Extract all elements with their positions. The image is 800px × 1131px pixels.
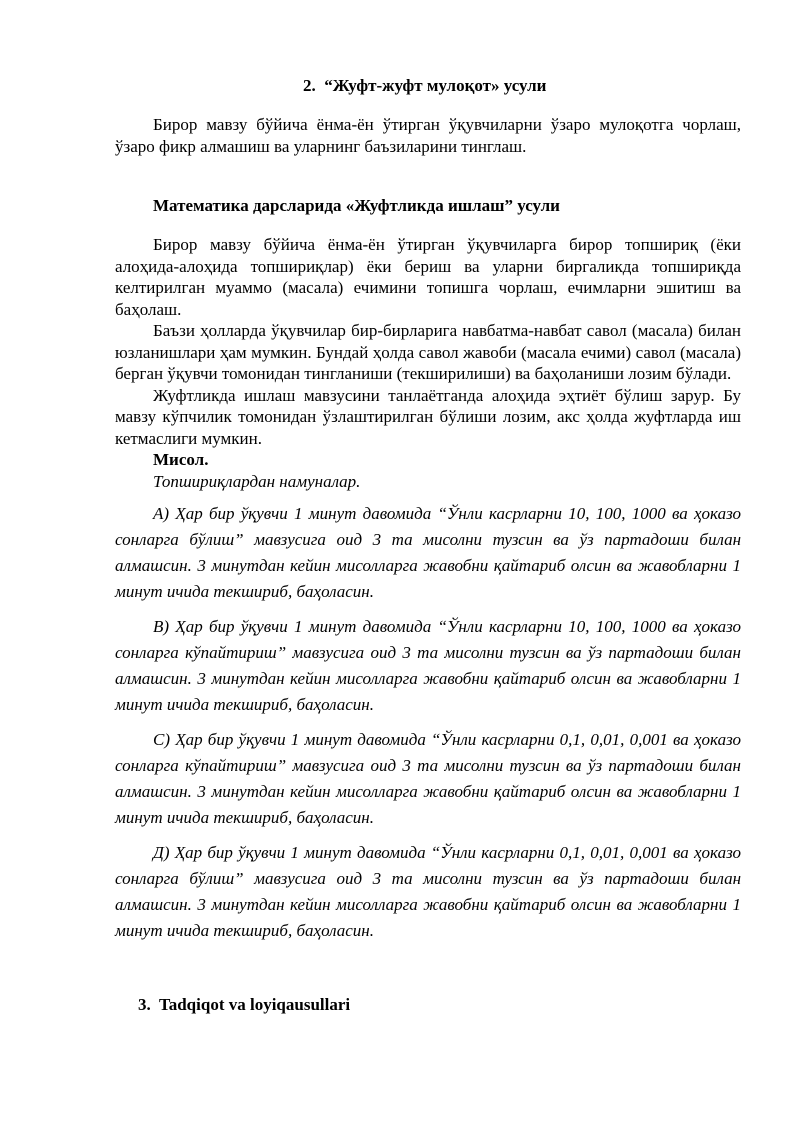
- method-subheading: Математика дарсларида «Жуфтликда ишлаш” усули: [153, 196, 560, 215]
- section-3-title: Tadqiqot va loyiqausullari: [158, 995, 351, 1014]
- intro-paragraph-block: [115, 114, 741, 157]
- method-body: [115, 234, 741, 944]
- body-paragraph-2: Баъзи ҳолларда ўқувчилар бир-бирларига навбатма-навбат савол (масала) билан юзланишлари ҳам мумкин. Бундай ҳолда савол жавоби (масала ечими) савол (масала) берган ўқувчи томонидан тингланиши (текширилиши) ва баҳоланиши лозим бўлади.: [115, 321, 741, 383]
- section-3-number: 3.: [138, 995, 151, 1014]
- section-2-number: 2.: [303, 76, 316, 95]
- example-item-d: Д) Ҳар бир ўқувчи 1 минут давомида “Ўнли касрларни 0,1, 0,01, 0,001 ва ҳоказо сонларга бўлиш” мавзусига оид 3 та мисолни тузсин ва ўз партадоши билан алмашсин. 3 минутдан кейин мисолларга жавобни қайтариб олсин ва жавобларни 1 минут ичида текшириб, баҳоласин.: [115, 843, 741, 940]
- body-paragraph-1: Бирор мавзу бўйича ёнма-ён ўтирган ўқувчиларга бирор топшириқ (ёки алоҳида-алоҳида топшириқлар) ёки бериш ва уларни биргаликда топшириқда келтирилган муаммо (масала) ечимини топишга чорлаш, ечимларни эшитиш ва баҳолаш.: [115, 235, 741, 319]
- example-item-a: А) Ҳар бир ўқувчи 1 минут давомида “Ўнли касрларни 10, 100, 1000 ва ҳоказо сонларга бўлиш” мавзусига оид 3 та мисолни тузсин ва ўз партадоши билан алмашсин. 3 минутдан кейин мисолларга жавобни қайтариб олсин ва жавобларни 1 минут ичида текшириб, баҳоласин.: [115, 504, 741, 601]
- intro-paragraph: Бирор мавзу бўйича ёнма-ён ўтирган ўқувчиларни ўзаро мулоқотга чорлаш, ўзаро фикр алмашиш ва уларнинг баъзиларини тинглаш.: [115, 115, 741, 156]
- section-2-heading: [303, 76, 546, 96]
- body-paragraph-3: Жуфтликда ишлаш мавзусини танлаётганда алоҳида эҳтиёт бўлиш зарур. Бу мавзу кўпчилик томонидан ўзлаштирилган бўлиши лозим, акс ҳолда жуфтларда иш кетмаслиги мумкин.: [115, 385, 741, 448]
- example-subheading: Топшириқлардан намуналар.: [153, 471, 361, 491]
- section-3-heading: [138, 995, 350, 1015]
- example-item-b: В) Ҳар бир ўқувчи 1 минут давомида “Ўнли касрларни 10, 100, 1000 ва ҳоказо сонларга кўпайтириш” мавзусига оид 3 та мисолни тузсин ва ўз партадоши билан алмашсин. 3 минутдан кейин мисолларга жавобни қайтариб олсин ва жавобларни 1 минут ичида текшириб, баҳоласин.: [115, 617, 741, 714]
- section-2-title: “Жуфт-жуфт мулоқот» усули: [324, 76, 547, 95]
- example-item-c: С) Ҳар бир ўқувчи 1 минут давомида “Ўнли касрларни 0,1, 0,01, 0,001 ва ҳоказо сонларга кўпайтириш” мавзусига оид 3 та мисолни тузсин ва ўз партадоши билан алмашсин. 3 минутдан кейин мисолларга жавобни қайтариб олсин ва жавобларни 1 минут ичида текшириб, баҳоласин.: [115, 730, 741, 827]
- example-heading: Мисол.: [153, 450, 209, 469]
